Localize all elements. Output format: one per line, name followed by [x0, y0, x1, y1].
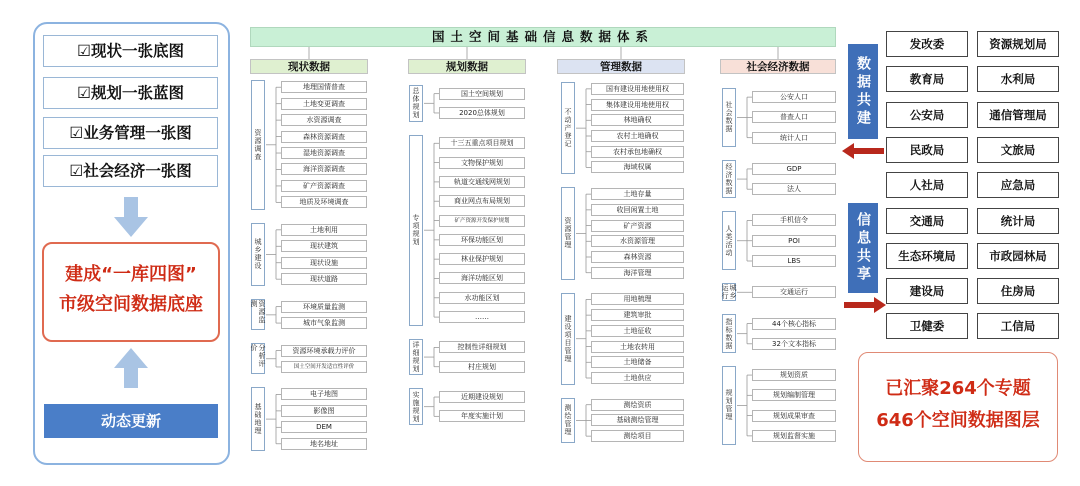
- data-item: 商业网点布局规划: [439, 195, 525, 207]
- category-group: 实施规划: [409, 388, 423, 425]
- data-item: 手机信令: [752, 214, 836, 226]
- category-group: 建设项目管理: [561, 293, 575, 385]
- data-item: 资源环境承载力评价: [281, 345, 367, 357]
- category-group: 指标数据: [722, 314, 736, 353]
- data-item: 环保功能区划: [439, 234, 525, 246]
- data-item: 海洋管理: [591, 267, 684, 279]
- data-item: 测绘项目: [591, 430, 684, 442]
- data-item: 村庄规划: [439, 361, 525, 373]
- category-group: 总体规划: [409, 85, 423, 122]
- data-item: GDP: [752, 163, 836, 175]
- data-item: 土地农转用: [591, 341, 684, 353]
- department-box: 水利局: [977, 66, 1059, 92]
- data-item: 2020总体规划: [439, 107, 525, 119]
- category-group: 分析评价: [251, 343, 265, 374]
- category-group: 资源监测: [251, 299, 265, 330]
- data-item: 44个核心指标: [752, 318, 836, 330]
- department-box: 发改委: [886, 31, 968, 57]
- data-item: 海域权属: [591, 161, 684, 173]
- department-box: 交通局: [886, 208, 968, 234]
- category-group: 规划管理: [722, 366, 736, 445]
- department-box: 统计局: [977, 208, 1059, 234]
- data-item: 规划编制管理: [752, 389, 836, 401]
- category-group: 人类活动: [722, 211, 736, 270]
- data-item: 轨道交通线网规划: [439, 176, 525, 188]
- data-item: 环境质量监测: [281, 301, 367, 313]
- data-item: 现状建筑: [281, 240, 367, 252]
- data-item: 统计人口: [752, 132, 836, 144]
- data-item: 建筑审批: [591, 309, 684, 321]
- build-line-1: 建成“一库四图”: [65, 264, 197, 285]
- category-group: 城乡建设: [251, 223, 265, 287]
- data-item: POI: [752, 235, 836, 247]
- data-item: ……: [439, 311, 525, 323]
- department-box: 住房局: [977, 278, 1059, 304]
- data-item: 现状设施: [281, 257, 367, 269]
- category-group: 资源管理: [561, 187, 575, 279]
- data-item: 土地供应: [591, 372, 684, 384]
- summary-line-1: 已汇聚264个专题: [885, 378, 1031, 399]
- data-item: 近期建设规划: [439, 391, 525, 403]
- data-item: 土地征收: [591, 325, 684, 337]
- info-share-label: 信息共享: [848, 203, 878, 293]
- up-arrow-icon: [114, 348, 148, 388]
- data-item: 国土空间规划: [439, 88, 525, 100]
- category-group: 经济数据: [722, 160, 736, 199]
- data-item: 普查人口: [752, 111, 836, 123]
- data-item: 地理国情普查: [281, 81, 367, 93]
- data-item: 交通运行: [752, 286, 836, 298]
- data-item: 现状道路: [281, 273, 367, 285]
- data-item: 土地变更调查: [281, 98, 367, 110]
- data-item: 土地存量: [591, 188, 684, 200]
- data-item: 集体建设用地使用权: [591, 99, 684, 111]
- data-item: 湿地资源调查: [281, 147, 367, 159]
- data-item: 矿产资源开发保护规划: [439, 215, 525, 227]
- data-item: 农村承包地确权: [591, 146, 684, 158]
- category-group: 社会数据: [722, 88, 736, 147]
- data-item: 文物保护规划: [439, 157, 525, 169]
- data-item: 矿产资源调查: [281, 180, 367, 192]
- department-box: 资源规划局: [977, 31, 1059, 57]
- data-item: 土地储备: [591, 356, 684, 368]
- data-item: 法人: [752, 183, 836, 195]
- data-item: 土地利用: [281, 224, 367, 236]
- data-item: 国土空间开发适宜性评价: [281, 361, 367, 373]
- dynamic-update-button[interactable]: 动态更新: [44, 404, 218, 438]
- data-item: 农村土地确权: [591, 130, 684, 142]
- department-box: 卫健委: [886, 313, 968, 339]
- column-header: 社会经济数据: [720, 59, 836, 74]
- data-item: 水资源调查: [281, 114, 367, 126]
- department-box: 民政局: [886, 137, 968, 163]
- data-item: 国有建设用地使用权: [591, 83, 684, 95]
- department-box: 文旅局: [977, 137, 1059, 163]
- data-item: 控制性详细规划: [439, 341, 525, 353]
- data-item: 测绘资质: [591, 399, 684, 411]
- category-group: 测绘管理: [561, 398, 575, 443]
- map-planning: ☑规划一张蓝图: [43, 77, 218, 109]
- category-group: 专项规划: [409, 135, 423, 326]
- data-item: 规划监督实施: [752, 430, 836, 442]
- category-group: 城乡运行: [721, 284, 737, 301]
- category-group: 不动产登记: [561, 82, 575, 174]
- category-group: 资源调查: [251, 80, 265, 210]
- department-box: 公安局: [886, 102, 968, 128]
- category-group: 基础地理: [251, 387, 265, 451]
- diagram-title: 国土空间基础信息数据体系: [250, 27, 836, 47]
- right-arrow-icon: [844, 297, 886, 313]
- down-arrow-icon: [114, 197, 148, 239]
- data-item: 基础测绘管理: [591, 414, 684, 426]
- department-box: 生态环境局: [886, 243, 968, 269]
- data-item: 规划成果审查: [752, 410, 836, 422]
- data-item: 海洋功能区划: [439, 272, 525, 284]
- summary-line-2: 646个空间数据图层: [876, 410, 1040, 431]
- data-item: 林业保护规划: [439, 253, 525, 265]
- data-item: 森林资源调查: [281, 131, 367, 143]
- build-line-2: 市级空间数据底座: [59, 294, 203, 315]
- department-box: 应急局: [977, 172, 1059, 198]
- data-item: 林地确权: [591, 114, 684, 126]
- data-item: 水资源管理: [591, 235, 684, 247]
- left-arrow-icon: [842, 143, 884, 159]
- department-box: 人社局: [886, 172, 968, 198]
- column-header: 管理数据: [557, 59, 685, 74]
- data-item: 地质及环境调查: [281, 196, 367, 208]
- data-item: 地名地址: [281, 438, 367, 450]
- data-item: 海洋资源调查: [281, 163, 367, 175]
- data-item: 收回闲置土地: [591, 204, 684, 216]
- data-item: LBS: [752, 255, 836, 267]
- data-item: 影像图: [281, 405, 367, 417]
- data-item: 十三五重点项目规划: [439, 137, 525, 149]
- data-item: 32个文本指标: [752, 338, 836, 350]
- data-item: 矿产资源: [591, 220, 684, 232]
- data-item: DEM: [281, 421, 367, 433]
- department-box: 教育局: [886, 66, 968, 92]
- column-header: 规划数据: [408, 59, 526, 74]
- map-current: ☑现状一张底图: [43, 35, 218, 67]
- data-co-build-label: 数据共建: [848, 44, 878, 139]
- data-item: 公安人口: [752, 91, 836, 103]
- department-box: 通信管理局: [977, 102, 1059, 128]
- data-item: 森林资源: [591, 251, 684, 263]
- build-target: [42, 242, 220, 342]
- data-item: 用地梳理: [591, 293, 684, 305]
- category-group: 详细规划: [409, 339, 423, 376]
- column-header: 现状数据: [250, 59, 368, 74]
- summary-box: [858, 352, 1058, 462]
- data-item: 电子地图: [281, 388, 367, 400]
- data-item: 年度实施计划: [439, 410, 525, 422]
- department-box: 市政园林局: [977, 243, 1059, 269]
- map-socioeconomic: ☑社会经济一张图: [43, 155, 218, 187]
- department-box: 工信局: [977, 313, 1059, 339]
- data-item: 水功能区划: [439, 292, 525, 304]
- data-item: 城市气象监测: [281, 317, 367, 329]
- map-business: ☑业务管理一张图: [43, 117, 218, 149]
- department-box: 建设局: [886, 278, 968, 304]
- data-item: 规划资质: [752, 369, 836, 381]
